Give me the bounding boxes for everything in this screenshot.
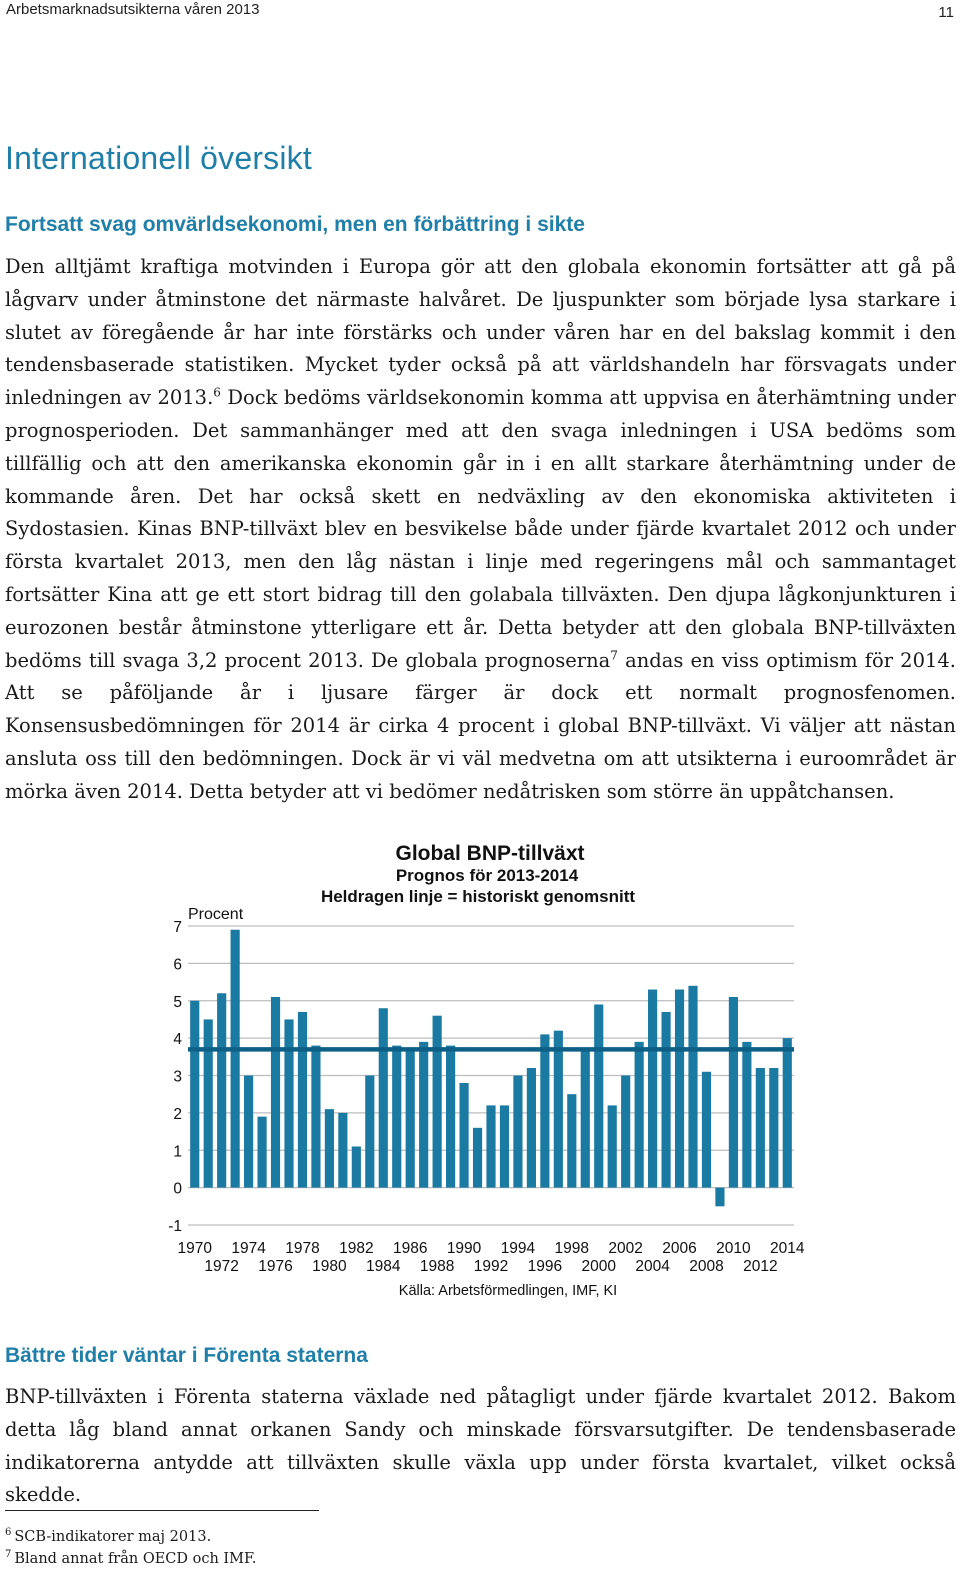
x-tick-label: 2014 [770,1240,805,1257]
footnote-ref-6[interactable]: 6 [213,385,221,400]
bar [352,1147,361,1188]
x-tick-label: 1994 [500,1240,536,1257]
x-tick-label: 1970 [177,1240,212,1257]
x-tick-label: 2010 [716,1240,751,1257]
footnote-7-number: 7 [5,1549,12,1561]
x-tick-label: 2012 [743,1258,778,1275]
x-tick-label: 1990 [446,1240,482,1257]
bar [392,1046,401,1188]
chart-bars [190,930,792,1207]
bar [729,997,738,1188]
bar [365,1076,374,1188]
x-tick-label: 1972 [204,1258,239,1275]
y-tick-label: 4 [173,1031,182,1049]
bar [621,1076,630,1188]
bar [257,1117,266,1188]
x-tick-label: 2006 [662,1240,697,1257]
chart-subtitle: Prognos för 2013-2014 [395,866,579,885]
body-paragraph-1-part3: andas en viss optimism för 2014. Att se påföljande år i ljusare färger är dock ett normalt prognosfenomen. Konsensusbedömningen för 2014 är cirka 4 procent i global BNP-tillväxt. Vi väljer att nästan ansluta oss till den bedömningen. Dock är vi väl medvetna om att utsikterna i euroområdet är mörka även 2014. Detta betyder att vi bedömer nedåtrisken som större än uppåtchansen. [5,648,956,803]
y-tick-label: 5 [173,993,182,1011]
footnote-7-text: Bland annat från OECD och IMF. [14,1551,257,1567]
bar [608,1105,617,1187]
x-tick-label: 2000 [581,1258,616,1275]
bar [244,1076,253,1188]
bar [486,1105,495,1187]
body-paragraph-1-part1: Den alltjämt kraftiga motvinden i Europa gör att den globala ekonomin fortsätter att gå på lågvarv under åtminstone det närmaste halvåret. De ljuspunkter som började lysa starkare i slutet av föregående år har inte förstärks och under våren har en del bakslag kommit i den tendensbaserade statistiken. Mycket tyder också på att världshandeln har försvagats under inledningen av 2013. [5,255,956,410]
footnote-6-text: SCB-indikatorer maj 2013. [14,1529,212,1545]
x-tick-label: 1976 [258,1258,293,1275]
footnote-6-number: 6 [5,1527,12,1539]
body-paragraph-2: BNP-tillväxten i Förenta staterna växlade ned påtagligt under fjärde kvartalet 2012. Bakom detta låg bland annat orkanen Sandy och minskade försvarsutgifter. De tendensbaserade indikatorerna antydde att tillväxten skulle växla upp under första kvartalet, vilket också skedde. [5,1385,956,1507]
body-paragraph-1 [5,251,956,809]
x-tick-label: 1978 [285,1240,320,1257]
bar [783,1038,792,1188]
bar [540,1034,549,1187]
x-tick-label: 1986 [392,1240,428,1257]
x-tick-label: 1996 [527,1258,563,1275]
bar [311,1046,320,1188]
x-tick-label: 1980 [312,1258,347,1275]
global-gdp-chart [0,830,960,1310]
x-tick-label: 2002 [608,1240,643,1257]
chart-svg [0,830,960,1310]
y-tick-label: 0 [173,1180,182,1198]
bar [406,1049,415,1187]
y-tick-label: 3 [173,1068,182,1086]
bar [217,993,226,1187]
y-tick-label: 6 [173,956,182,974]
bar [271,997,280,1188]
bar [338,1113,347,1188]
footnote-7 [5,1550,256,1568]
page-number: 11 [938,4,954,21]
footnote-divider [5,1510,319,1511]
bar [715,1188,724,1207]
chart-title: Global BNP-tillväxt [395,842,585,865]
body-paragraph-1-part2: Dock bedöms världsekonomin komma att uppvisa en återhämtning under prognosperioden. Det sammanhänger med att den svaga inledningen i USA bedöms som tillfällig och att den amerikanska ekonomin går in i en allt starkare återhämtning under de kommande åren. Det har också skett en nedväxling av den ekonomiska aktiviteten i Sydostasien. Kinas BNP-tillväxt blev en besvikelse både under fjärde kvartalet 2012 och under första kvartalet 2013, men den låg nästan i linje med regeringens mål och sammantaget fortsätter Kina att ge ett stort bidrag till den golabala tillväxten. Den djupa lågkonjunkturen i eurozonen består åtminstone ytterligare ett år. Detta betyder att den globala BNP-tillväxten bedöms till svaga 3,2 procent 2013. De globala prognoserna [5,386,956,672]
bar [594,1004,603,1187]
bar [231,930,240,1188]
running-head [6,0,954,22]
x-tick-label: 1974 [231,1240,266,1257]
x-tick-label: 2004 [635,1258,670,1275]
bar [446,1046,455,1188]
x-tick-label: 1998 [554,1240,590,1257]
bar [742,1042,751,1188]
bar [756,1068,765,1188]
bar [527,1068,536,1188]
bar [635,1042,644,1188]
bar [661,1012,670,1188]
section-title: Internationell översikt [5,140,312,176]
x-tick-label: 1988 [419,1258,455,1275]
footnote-6 [5,1528,211,1546]
y-tick-label: 2 [173,1105,182,1123]
bar [325,1109,334,1187]
bar [769,1068,778,1188]
bar [581,1049,590,1187]
bar [513,1076,522,1188]
bar [419,1042,428,1188]
y-tick-label: 7 [173,919,182,936]
y-tick-label: -1 [168,1218,182,1235]
bar [298,1012,307,1188]
bar [204,1019,213,1187]
bar [284,1019,293,1187]
bar [190,1001,199,1188]
footnote-ref-7[interactable]: 7 [610,648,618,663]
chart-subtitle-2: Heldragen linje = historiskt genomsnitt [320,887,636,906]
bar [473,1128,482,1188]
bar [379,1008,388,1187]
bar [702,1072,711,1188]
y-tick-label: 1 [173,1143,182,1161]
bar [500,1105,509,1187]
x-tick-label: 2008 [689,1258,724,1275]
bar [648,990,657,1188]
x-tick-label: 1984 [366,1258,401,1275]
chart-ylabel: Procent [188,906,244,923]
running-title: Arbetsmarknadsutsikterna våren 2013 [6,1,260,18]
bar [688,986,697,1188]
bar [459,1083,468,1188]
x-tick-label: 1982 [339,1240,374,1257]
bar [433,1016,442,1188]
bar [675,990,684,1188]
bar [567,1094,576,1187]
x-tick-label: 1992 [473,1258,509,1275]
section2-subtitle: Bättre tider väntar i Förenta staterna [5,1344,368,1367]
bar [554,1031,563,1188]
section-subtitle: Fortsatt svag omvärldsekonomi, men en förbättring i sikte [5,213,585,236]
chart-source: Källa: Arbetsförmedlingen, IMF, KI [398,1283,618,1299]
